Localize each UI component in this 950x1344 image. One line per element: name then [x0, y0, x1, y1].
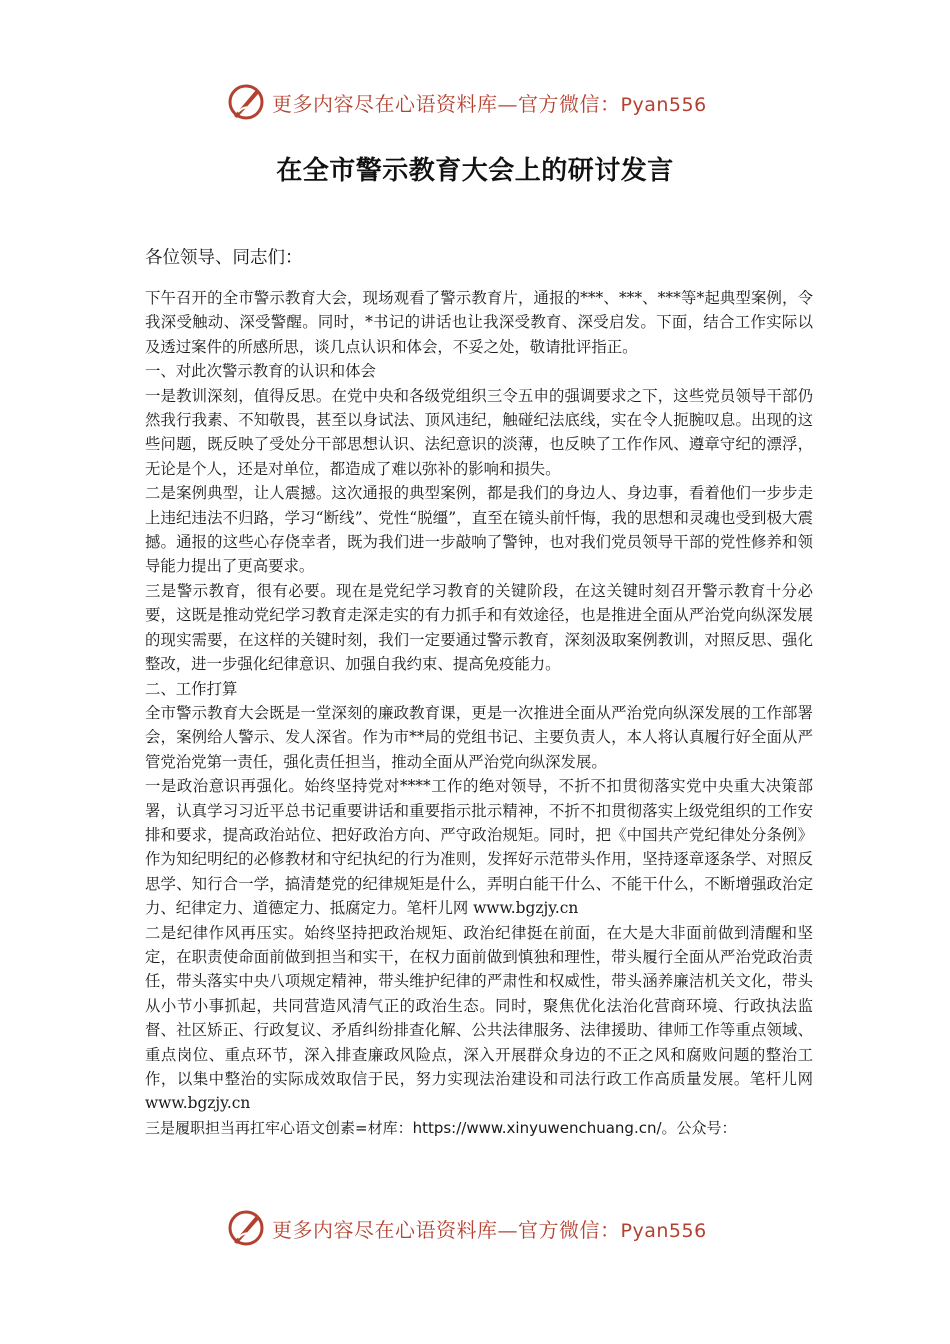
section-heading-1: 一、对此次警示教育的认识和体会 [145, 362, 376, 381]
paragraph: 二是案例典型，让人震撼。这次通报的典型案例，都是我们的身边人、身边事，看着他们一步步走上违纪违法不归路，学习“断线”、党性“脱缰”，直至在镜头前忏悔，我的思想和灵魂也受到极大震撼。通报的这些心存侥幸者，既为我们进一步敲响了警钟，也对我们党员领导干部的党性修养和领导能力提出了更高要求。 [145, 484, 813, 576]
banner-text [272, 88, 707, 117]
paragraph: 二是纪律作风再压实。始终坚持把政治规矩、政治纪律挺在前面，在大是大非面前做到清醒和坚定，在职责使命面前做到担当和实干，在权力面前做到慎独和理性，带头履行全面从严治党政治责任，带头落实中央八项规定精神，带头维护纪律的严肃性和权威性，带头涵养廉洁机关文化，带头从小节小事抓起，共同营造风清气正的政治生态。同时，聚焦优化法治化营商环境、行政执法监督、社区矫正、行政复议、矛盾纠纷排查化解、公共法律服务、法律援助、律师工作等重点领域、重点岗位、重点环节，深入排查廉政风险点，深入开展群众身边的不正之风和腐败问题的整治工作，以集中整治的实际成效取信于民，努力实现法治建设和司法行政工作高质量发展。笔杆儿网 www.bgzjy.cn [145, 923, 813, 1113]
document-title: 在全市警示教育大会上的研讨发言 [276, 156, 674, 186]
banner-wechat-id: Pyan556 [620, 93, 707, 116]
document-body [145, 286, 813, 1140]
salutation: 各位领导、同志们： [145, 248, 303, 268]
pen-logo-icon [226, 1208, 266, 1248]
paragraph: 三是警示教育，很有必要。现在是党纪学习教育的关键阶段，在这关键时刻召开警示教育十分必要，这既是推动党纪学习教育走深走实的有力抓手和有效途径，也是推进全面从严治党向纵深发展的现实需要，在这样的关键时刻，我们一定要通过警示教育，深刻汲取案例教训，对照反思、强化整改，进一步强化纪律意识、加强自我约束、提高免疫能力。 [145, 581, 813, 674]
banner-label: 更多内容尽在心语资料库—官方微信： [272, 91, 621, 116]
header-banner [0, 80, 950, 124]
banner-text [272, 1214, 707, 1243]
paragraph: 一是政治意识再强化。始终坚持党对****工作的绝对领导，不折不扣贯彻落实党中央重大决策部署，认真学习习近平总书记重要讲话和重要指示批示精神，不折不扣贯彻落实上级党组织的工作安排和要求，提高政治站位、把好政治方向、严守政治规矩。同时，把《中国共产党纪律处分条例》作为知纪明纪的必修教材和守纪执纪的行为准则，发挥好示范带头作用，坚持逐章逐条学、对照反思学、知行合一学，搞清楚党的纪律规矩是什么，弄明白能干什么、不能干什么，不断增强政治定力、纪律定力、道德定力、抵腐定力。笔杆儿网 www.bgzjy.cn [145, 777, 813, 918]
banner-wechat-id: Pyan556 [620, 1219, 707, 1242]
pen-logo-icon [226, 82, 266, 122]
section-heading-2: 二、工作打算 [145, 679, 238, 698]
paragraph-last-line: 三是履职担当再扛牢心语文创素=材库：https://www.xinyuwenchuang.cn/。公众号： [145, 1118, 737, 1137]
paragraph: 全市警示教育大会既是一堂深刻的廉政教育课，更是一次推进全面从严治党向纵深发展的工作部署会，案例给人警示、发人深省。作为市**局的党组书记、主要负责人，本人将认真履行好全面从严管党治党第一责任，强化责任担当，推动全面从严治党向纵深发展。 [145, 703, 813, 771]
banner-label: 更多内容尽在心语资料库—官方微信： [272, 1217, 621, 1242]
paragraph-intro: 下午召开的全市警示教育大会，现场观看了警示教育片，通报的***、***、***等*起典型案例，令我深受触动、深受警醒。同时，*书记的讲话也让我深受教育、深受启发。下面，结合工作实际以及透过案件的所感所思，谈几点认识和体会，不妥之处，敬请批评指正。 [145, 289, 813, 356]
paragraph: 一是教训深刻，值得反思。在党中央和各级党组织三令五申的强调要求之下，这些党员领导干部仍然我行我素、不知敬畏，甚至以身试法、顶风违纪，触碰纪法底线，实在令人扼腕叹息。出现的这些问题，既反映了受处分干部思想认识、法纪意识的淡薄，也反映了工作作风、遵章守纪的漂浮，无论是个人，还是对单位，都造成了难以弥补的影响和损失。 [145, 386, 813, 478]
footer-banner [0, 1206, 950, 1250]
